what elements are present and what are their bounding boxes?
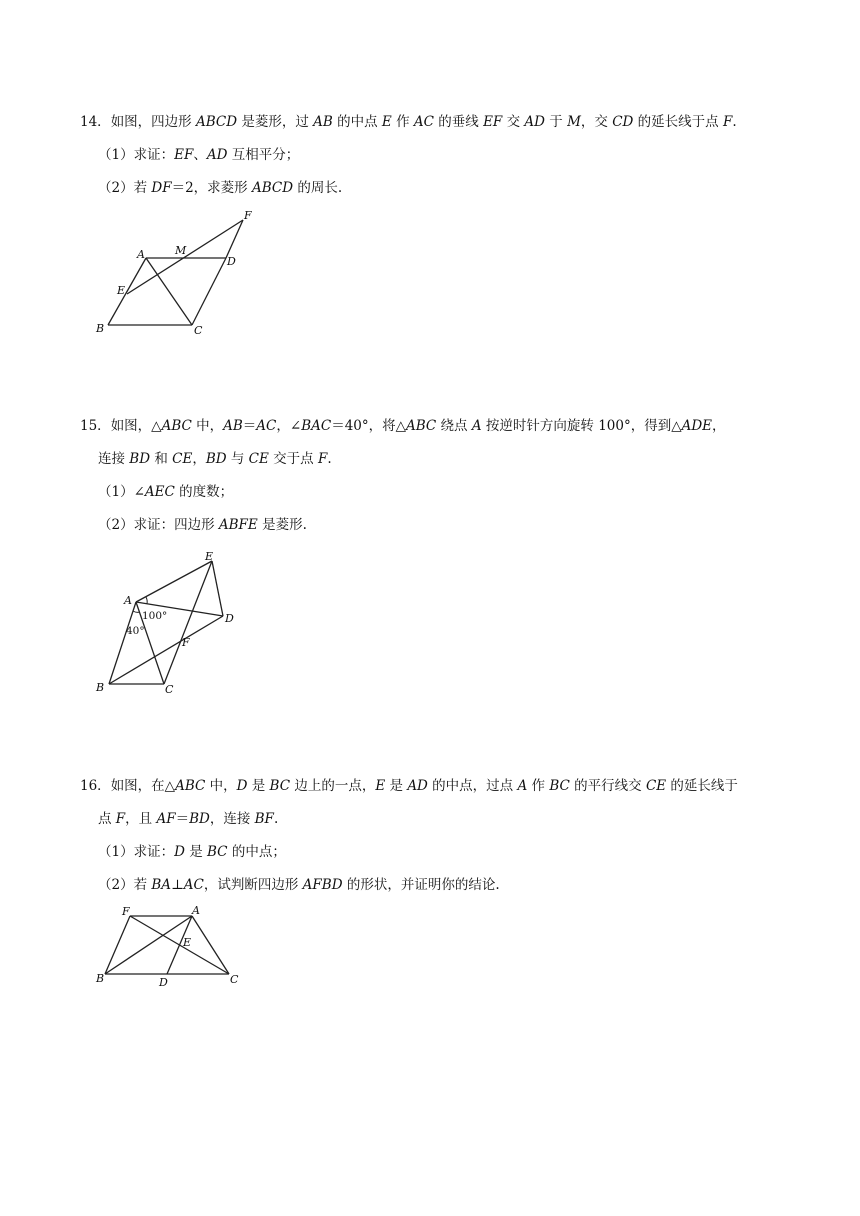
label-f: F	[122, 905, 130, 918]
text-run: .	[273, 811, 279, 827]
angle-arc-100	[146, 597, 147, 604]
segment-de	[212, 561, 223, 616]
math-symbol: BAC	[301, 418, 332, 434]
segment-ae	[136, 561, 212, 602]
label-f: F	[182, 636, 190, 649]
math-symbol: EF	[174, 147, 194, 163]
text-run: ，试判断四边形	[203, 877, 303, 893]
text-run: 是	[184, 844, 208, 860]
text-run: 的延长线于点	[633, 114, 723, 130]
math-symbol: M	[567, 114, 581, 130]
segment-cd	[192, 258, 226, 325]
segment-ab	[108, 258, 146, 325]
label-m: M	[175, 244, 187, 257]
text-run: （1）求证：	[98, 147, 175, 163]
text-run: 、	[193, 147, 207, 163]
problem-16-figure	[92, 902, 252, 997]
problem-number: 15．	[80, 418, 111, 434]
text-run: ＝40°，将△	[331, 418, 407, 434]
math-symbol: F	[722, 114, 733, 130]
math-symbol: AD	[206, 147, 228, 163]
math-symbol: BF	[254, 811, 274, 827]
problem-number: 16．	[80, 778, 111, 794]
text-run: 的度数；	[174, 484, 234, 500]
text-run: ，	[712, 418, 726, 434]
text-run: 边上的一点，	[290, 778, 376, 794]
text-run: （2）若	[98, 180, 152, 196]
text-run: 连接	[98, 451, 130, 467]
segment-ce	[164, 561, 212, 684]
problem-14-part-1	[98, 145, 299, 165]
text-run: 与	[226, 451, 249, 467]
label-b: B	[96, 972, 105, 985]
text-run: ，交	[580, 114, 613, 130]
math-symbol: ABFE	[218, 517, 258, 533]
problem-14-part-2	[98, 178, 342, 198]
problem-16-stem	[80, 776, 738, 796]
math-symbol: A	[471, 418, 482, 434]
text-run: 交	[502, 114, 525, 130]
text-run: 的中点	[332, 114, 382, 130]
math-symbol: AB	[223, 418, 243, 434]
text-run: 按逆时针方向旋转 100°，得到△	[481, 418, 682, 434]
text-run: 中，	[205, 778, 237, 794]
problem-16-stem-continued	[98, 809, 278, 829]
math-symbol: E	[375, 778, 386, 794]
math-symbol: ABC	[161, 418, 192, 434]
math-symbol: AC	[183, 877, 204, 893]
text-run: 的垂线	[433, 114, 484, 130]
text-run: 是菱形.	[257, 517, 307, 533]
text-run: 的中点；	[227, 844, 286, 860]
math-symbol: CE	[248, 451, 269, 467]
text-run: 的形状，并证明你的结论.	[342, 877, 500, 893]
text-run: 作	[391, 114, 414, 130]
math-symbol: ABC	[406, 418, 437, 434]
text-run: 绕点	[436, 418, 472, 434]
text-run: 和	[150, 451, 173, 467]
text-run: ，∠	[276, 418, 302, 434]
label-d: D	[227, 255, 236, 268]
math-symbol: ADE	[681, 418, 713, 434]
math-symbol: ABC	[175, 778, 206, 794]
segment-ac	[146, 258, 192, 325]
math-symbol: BC	[549, 778, 570, 794]
problem-14-figure	[92, 208, 262, 338]
label-c: C	[165, 683, 174, 696]
text-run: 中，	[191, 418, 224, 434]
text-run: ⊥	[171, 877, 184, 893]
label-e: E	[205, 550, 214, 563]
math-symbol: BC	[269, 778, 291, 794]
text-run: ，且	[125, 811, 157, 827]
math-symbol: E	[381, 114, 392, 130]
label-f: F	[244, 209, 252, 222]
label-c: C	[230, 973, 239, 986]
label-a: A	[192, 904, 200, 917]
text-run: 是	[385, 778, 408, 794]
angle-label-100: 100°	[142, 610, 168, 622]
math-symbol: F	[115, 811, 126, 827]
text-run: 的周长.	[293, 180, 343, 196]
math-symbol: CD	[612, 114, 634, 130]
math-symbol: EF	[483, 114, 503, 130]
problem-16-part-2	[98, 875, 500, 895]
label-c: C	[194, 324, 203, 337]
text-run: 的平行线交	[569, 778, 646, 794]
math-symbol: AC	[413, 114, 434, 130]
math-symbol: AEC	[144, 484, 175, 500]
label-b: B	[96, 681, 105, 694]
math-symbol: AD	[524, 114, 545, 130]
label-a: A	[124, 594, 132, 607]
label-b: B	[96, 322, 105, 335]
math-symbol: D	[174, 844, 185, 860]
text-run: ＝	[242, 418, 257, 434]
text-run: （1）求证：	[98, 844, 175, 860]
text-run: ＝	[175, 811, 190, 827]
math-symbol: BD	[189, 811, 210, 827]
math-symbol: AF	[156, 811, 176, 827]
math-symbol: AFBD	[302, 877, 343, 893]
math-symbol: CE	[645, 778, 667, 794]
text-run: .	[327, 451, 332, 467]
problem-15-part-2	[98, 515, 307, 535]
segment-ab	[109, 602, 136, 684]
math-symbol: AC	[256, 418, 277, 434]
math-symbol: BD	[205, 451, 227, 467]
problem-14-stem	[80, 112, 737, 132]
text-run: （2）若	[98, 877, 152, 893]
text-run: 如图，四边形	[110, 114, 196, 130]
angle-label-40: 40°	[126, 625, 145, 637]
problem-15-stem	[80, 416, 726, 436]
problem-15-part-1	[98, 482, 233, 502]
math-symbol: AB	[313, 114, 333, 130]
text-run: （1）∠	[98, 484, 145, 500]
label-a: A	[137, 248, 145, 261]
math-symbol: ABCD	[195, 114, 238, 130]
label-e: E	[183, 936, 192, 949]
problem-16-part-1	[98, 842, 286, 862]
text-run: 的中点，过点	[427, 778, 518, 794]
label-e: E	[117, 284, 126, 297]
text-run: 如图，在△	[110, 778, 176, 794]
math-symbol: DF	[151, 180, 172, 196]
text-run: 是菱形，过	[237, 114, 314, 130]
text-run: 于	[544, 114, 568, 130]
math-symbol: CE	[172, 451, 193, 467]
text-run: 是	[247, 778, 270, 794]
text-run: 点	[98, 811, 116, 827]
math-symbol: A	[517, 778, 528, 794]
segment-ac	[192, 916, 229, 974]
math-symbol: D	[236, 778, 248, 794]
text-run: ，连接	[209, 811, 255, 827]
problem-15-stem-continued	[98, 449, 332, 469]
text-run: 如图，△	[110, 418, 162, 434]
math-symbol: AD	[407, 778, 428, 794]
math-symbol: ABCD	[251, 180, 294, 196]
text-run: ＝2，求菱形	[171, 180, 252, 196]
text-run: 交于点	[268, 451, 318, 467]
math-symbol: F	[317, 451, 328, 467]
label-d: D	[225, 612, 234, 625]
text-run: 互相平分；	[227, 147, 300, 163]
text-run: 作	[527, 778, 550, 794]
label-d: D	[159, 976, 168, 989]
problem-number: 14．	[80, 114, 111, 130]
text-run: .	[732, 114, 737, 130]
problem-15-figure	[92, 548, 252, 698]
text-run: ，	[192, 451, 206, 467]
math-symbol: BA	[151, 877, 172, 893]
math-symbol: BD	[129, 451, 151, 467]
text-run: 的延长线于	[666, 778, 738, 794]
text-run: （2）求证：四边形	[98, 517, 219, 533]
math-symbol: BC	[207, 844, 228, 860]
